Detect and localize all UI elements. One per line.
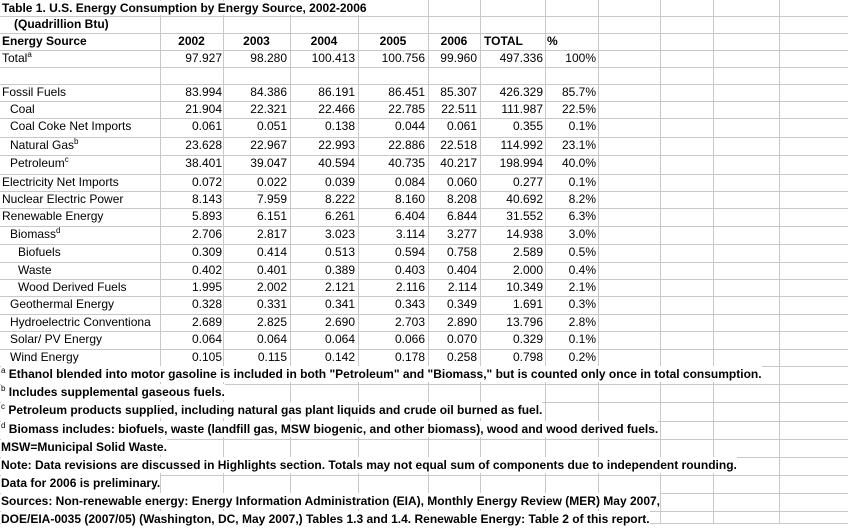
table-cell: 0.594 [394,245,425,259]
table-cell: 2.114 [447,280,477,294]
row-label-text: Solar/ PV Energy [10,332,103,346]
row-label-text: Biofuels [18,245,61,259]
footnote-marker: d [56,226,61,235]
table-cell: 40.0% [561,156,596,170]
table-cell: 6.151 [256,209,287,223]
footnote-text: Petroleum products supplied, including natural gas plant liquids and crude oil burned as fuel. [5,403,543,417]
table-cell: 2.689 [191,315,222,329]
table-cell: 0.513 [324,245,355,259]
table-cell: 2.703 [394,315,425,329]
row-label [10,349,79,366]
table-cell: 3.0% [568,227,596,241]
table-cell: 0.060 [446,175,477,189]
row-label-text: Biomass [10,227,57,241]
table-cell: 0.039 [324,175,355,189]
row-label-text: Coal Coke Net Imports [10,119,132,133]
table-cell: 99.960 [440,51,477,65]
table-cell: 100.756 [381,51,425,65]
header-col-4: 2005 [379,34,407,48]
table-cell: 0.066 [394,332,425,346]
footnote-line [1,493,660,509]
table-cell: 1.995 [191,280,222,294]
table-cell: 0.051 [256,119,287,133]
table-cell: 3.114 [395,227,425,241]
table-cell: 0.084 [394,175,425,189]
table-cell: 0.758 [446,245,477,259]
footnote-text: Sources: Non-renewable energy: Energy Information Administration (EIA), Monthly Energy Review (MER) May 2007, [1,494,661,508]
table-cell: 22.993 [318,138,355,152]
table-cell: 1.691 [512,297,543,311]
table-cell: 22.5% [561,102,596,116]
table-cell: 8.2% [568,192,596,206]
row-label [10,137,78,154]
table-cell: 0.5% [568,245,596,259]
table-cell: 0.1% [568,332,596,346]
table-cell: 0.277 [512,175,543,189]
table-cell: 0.061 [446,119,477,133]
table-cell: 0.389 [324,263,355,277]
footnote-text: Note: Data revisions are discussed in Highlights section. Totals may not equal sum of components due to independent rounding. [1,458,737,472]
row-label [2,174,119,191]
table-cell: 5.893 [191,209,222,223]
row-label [10,296,114,313]
table-title: Table 1. U.S. Energy Consumption by Energy Source, 2002-2006 [2,1,367,15]
table-cell: 0.070 [446,332,477,346]
table-cell: 85.7% [561,85,596,99]
table-cell: 0.309 [191,245,222,259]
table-cell: 0.061 [191,119,222,133]
row-label-text: Geothermal Energy [10,297,115,311]
table-cell: 0.064 [256,332,287,346]
table-cell: 0.341 [324,297,355,311]
table-cell: 84.386 [250,85,287,99]
row-label [18,279,127,296]
grid-row-line [0,67,848,68]
table-cell: 0.355 [512,119,543,133]
table-cell: 0.414 [256,245,287,259]
table-cell: 100% [565,51,596,65]
table-cell: 0.044 [394,119,425,133]
table-cell: 2.116 [395,280,425,294]
row-label-text: Fossil Fuels [2,85,67,99]
table-cell: 2.706 [191,227,222,241]
table-cell: 0.4% [568,263,596,277]
table-cell: 0.343 [394,297,425,311]
table-cell: 3.277 [446,227,477,241]
table-cell: 14.938 [506,227,543,241]
footnote-marker: b [1,384,6,393]
row-label [10,314,151,331]
row-label [10,226,60,243]
table-cell: 7.959 [256,192,287,206]
row-label-text: Total [2,51,28,65]
footnote-marker: c [64,155,69,164]
table-cell: 3.023 [324,227,355,241]
header-col-2: 2003 [243,34,270,48]
footnote-text: Biomass includes: biofuels, waste (landfill gas, MSW biogenic, and other biomass), wood and wood derived fuels. [5,422,659,436]
row-label-text: Hydroelectric Conventiona [10,315,151,329]
table-cell: 40.735 [388,156,425,170]
table-cell: 86.191 [318,85,355,99]
table-cell: 10.349 [506,280,543,294]
table-cell: 2.121 [324,280,355,294]
footnote-line [1,511,650,527]
footnote-marker: a [27,50,32,59]
row-label-text: Coal [10,102,35,116]
table-cell: 85.307 [440,85,477,99]
table-cell: 22.785 [388,102,425,116]
table-cell: 0.178 [394,350,425,364]
table-cell: 0.138 [324,119,355,133]
row-label-text: Petroleum [10,156,65,170]
row-label-text: Electricity Net Imports [2,175,119,189]
table-cell: 0.3% [568,297,596,311]
table-cell: 2.000 [512,263,543,277]
table-cell: 114.992 [500,138,543,152]
footnote-text: MSW=Municipal Solid Waste. [1,440,167,454]
header-col-3: 2004 [310,34,338,48]
table-cell: 497.336 [499,51,543,65]
header-col-1: 2002 [178,34,205,48]
table-cell: 86.451 [388,85,425,99]
table-cell: 6.3% [568,209,596,223]
header-energy-source: Energy Source [2,34,87,48]
table-cell: 0.064 [324,332,355,346]
table-cell: 2.890 [446,315,477,329]
row-label-text: Wind Energy [10,350,79,364]
header-col-6: TOTAL [484,34,523,48]
table-cell: 2.817 [256,227,287,241]
table-cell: 40.217 [440,156,477,170]
table-cell: 0.142 [324,350,355,364]
footnote-line [1,421,658,437]
row-label [10,155,69,172]
table-cell: 83.994 [185,85,222,99]
table-cell: 0.329 [512,332,543,346]
table-cell: 2.825 [256,315,287,329]
table-cell: 97.927 [185,51,222,65]
table-cell: 0.1% [568,175,596,189]
table-cell: 6.404 [394,209,425,223]
table-cell: 2.589 [512,245,543,259]
footnote-line [1,366,762,382]
footnote-marker: b [74,137,79,146]
table-cell: 98.280 [250,51,287,65]
table-cell: 22.321 [250,102,287,116]
table-cell: 2.690 [324,315,355,329]
table-cell: 0.105 [191,350,222,364]
table-cell: 31.552 [506,209,543,223]
footnote-line [1,457,737,473]
table-cell: 2.1% [568,280,596,294]
table-cell: 0.404 [446,263,477,277]
table-cell: 22.511 [441,102,477,116]
row-label [2,208,103,225]
row-label [18,244,61,261]
table-cell: 426.329 [499,85,543,99]
table-cell: 0.115 [257,350,287,364]
row-label [18,262,52,279]
footnote-marker: d [1,421,6,430]
table-cell: 8.222 [324,192,355,206]
table-cell: 0.349 [446,297,477,311]
footnote-line [1,439,167,455]
units-label: (Quadrillion Btu) [14,17,109,31]
row-label [2,191,123,208]
header-col-5: 2006 [440,34,468,48]
table-cell: 8.143 [191,192,222,206]
table-cell: 0.331 [256,297,287,311]
table-cell: 23.1% [561,138,596,152]
table-cell: 38.401 [185,156,222,170]
row-label-text: Waste [18,263,52,277]
table-cell: 0.328 [191,297,222,311]
footnote-text: Data for 2006 is preliminary. [1,476,161,490]
footnote-line [1,475,160,491]
row-label [10,101,35,118]
table-cell: 0.2% [568,350,596,364]
table-cell: 22.967 [250,138,287,152]
table-cell: 0.072 [191,175,222,189]
table-cell: 8.208 [446,192,477,206]
row-label-text: Renewable Energy [2,209,104,223]
table-cell: 0.064 [191,332,222,346]
row-label [10,118,131,135]
footnote-marker: c [1,402,5,411]
table-cell: 21.904 [185,102,222,116]
table-cell: 198.994 [499,156,543,170]
table-cell: 0.022 [256,175,287,189]
table-cell: 13.796 [506,315,543,329]
table-cell: 2.002 [256,280,287,294]
table-cell: 0.798 [512,350,543,364]
table-cell: 40.594 [318,156,355,170]
row-label-text: Nuclear Electric Power [2,192,124,206]
row-label-text: Natural Gas [10,138,75,152]
row-label [10,331,102,348]
footnote-text: Ethanol blended into motor gasoline is included in both "Petroleum" and "Biomass," but is counted only once in total consumption. [5,367,762,381]
table-cell: 111.987 [501,102,543,116]
table-cell: 39.047 [250,156,287,170]
row-label [2,84,66,101]
table-cell: 22.886 [388,138,425,152]
footnote-text: Includes supplemental gaseous fuels. [5,385,225,399]
table-cell: 2.8% [568,315,596,329]
table-cell: 40.692 [506,192,543,206]
table-cell: 0.403 [394,263,425,277]
table-cell: 0.258 [446,350,477,364]
table-cell: 8.160 [394,192,425,206]
footnote-marker: a [1,366,6,375]
footnote-line [1,384,225,400]
table-cell: 0.1% [568,119,596,133]
table-cell: 100.413 [311,51,355,65]
table-cell: 22.518 [440,138,477,152]
table-cell: 22.466 [318,102,355,116]
table-cell: 0.402 [191,263,222,277]
footnote-line [1,402,542,418]
row-label-text: Wood Derived Fuels [18,280,127,294]
table-cell: 6.844 [446,209,477,223]
header-col-7: % [547,34,558,48]
table-cell: 0.401 [256,263,287,277]
table-cell: 23.628 [185,138,222,152]
table-cell: 6.261 [324,209,355,223]
row-label [2,50,32,67]
footnote-text: DOE/EIA-0035 (2007/05) (Washington, DC, May 2007,) Tables 1.3 and 1.4. Renewable Energy: Table 2 of this report. [1,512,650,526]
